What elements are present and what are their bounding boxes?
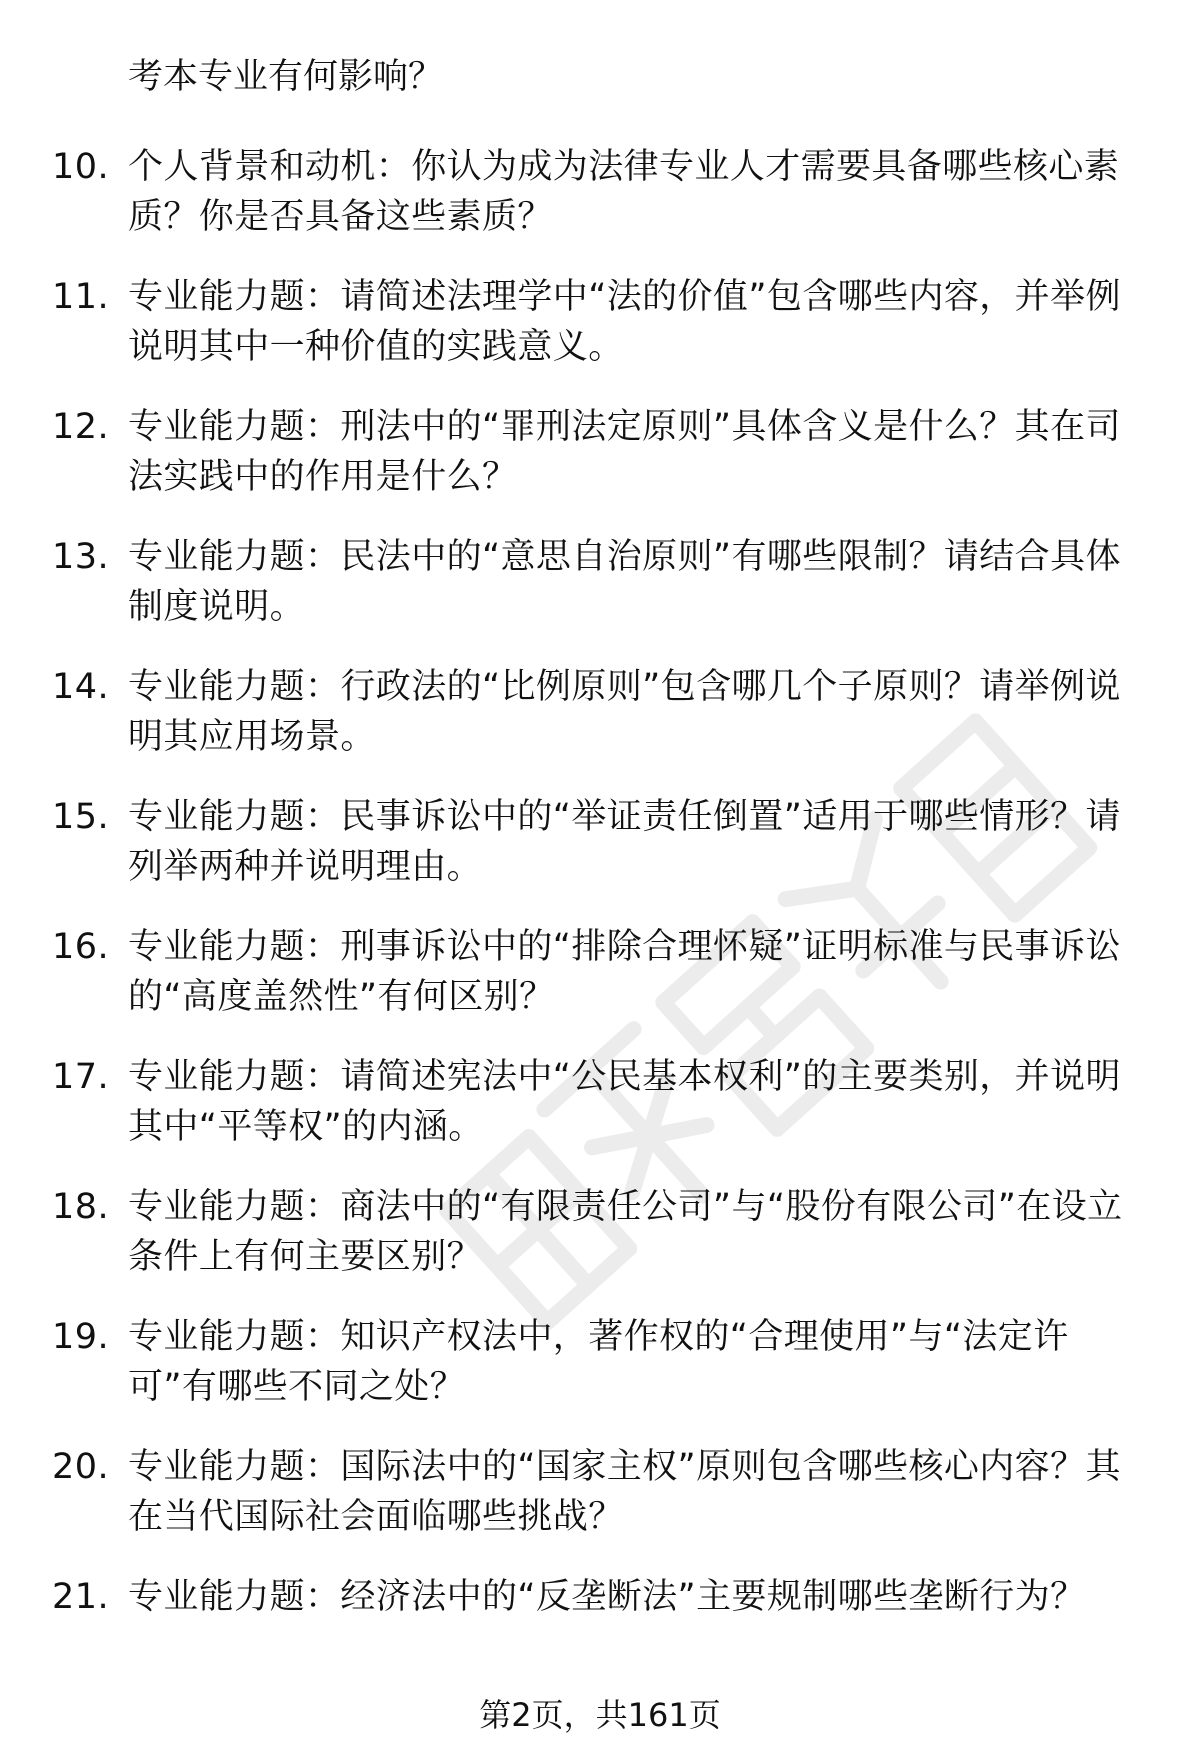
question-text: 专业能力题：商法中的“有限责任公司”与“股份有限公司”在设立条件上有何主要区别？ — [128, 1187, 1123, 1277]
question-item — [0, 1572, 1200, 1702]
question-item — [0, 792, 1200, 922]
question-item — [0, 1312, 1200, 1442]
question-item — [0, 662, 1200, 792]
question-text: 专业能力题：刑事诉讼中的“排除合理怀疑”证明标准与民事诉讼的“高度盖然性”有何区别？ — [128, 927, 1121, 1017]
question-number: 17. — [52, 1057, 110, 1097]
question-number: 13. — [52, 537, 110, 577]
question-text: 个人背景和动机：你认为成为法律专业人才需要具备哪些核心素质？你是否具备这些素质？ — [128, 147, 1120, 237]
question-item — [0, 272, 1200, 402]
question-text: 专业能力题：刑法中的“罪刑法定原则”具体含义是什么？其在司法实践中的作用是什么？ — [128, 407, 1121, 497]
question-text: 专业能力题：国际法中的“国家主权”原则包含哪些核心内容？其在当代国际社会面临哪些挑战？ — [128, 1447, 1121, 1537]
question-item — [0, 142, 1200, 272]
question-number: 18. — [52, 1187, 110, 1227]
page-footer: 第2页，共161页 — [479, 1696, 721, 1734]
question-item — [0, 1442, 1200, 1572]
question-number: 10. — [52, 147, 110, 187]
question-text: 专业能力题：经济法中的“反垄断法”主要规制哪些垄断行为？ — [128, 1577, 1086, 1617]
question-item — [0, 1182, 1200, 1312]
question-number: 20. — [52, 1447, 110, 1487]
question-text: 专业能力题：请简述宪法中“公民基本权利”的主要类别，并说明其中“平等权”的内涵。 — [128, 1057, 1121, 1147]
question-list — [0, 142, 1200, 1702]
continuation-text: 考本专业有何影响？ — [128, 57, 444, 97]
question-text: 专业能力题：民法中的“意思自治原则”有哪些限制？请结合具体制度说明。 — [128, 537, 1121, 627]
question-item — [0, 1052, 1200, 1182]
question-number: 19. — [52, 1317, 110, 1357]
question-item — [0, 532, 1200, 662]
question-text: 专业能力题：知识产权法中，著作权的“合理使用”与“法定许可”有哪些不同之处？ — [128, 1317, 1069, 1407]
question-number: 12. — [52, 407, 110, 447]
question-text: 专业能力题：行政法的“比例原则”包含哪几个子原则？请举例说明其应用场景。 — [128, 667, 1121, 757]
question-item — [0, 922, 1200, 1052]
question-text: 专业能力题：请简述法理学中“法的价值”包含哪些内容，并举例说明其中一种价值的实践意义。 — [128, 277, 1121, 367]
question-number: 14. — [52, 667, 110, 707]
question-number: 11. — [52, 277, 110, 317]
question-number: 15. — [52, 797, 110, 837]
question-number: 16. — [52, 927, 110, 967]
question-text: 专业能力题：民事诉讼中的“举证责任倒置”适用于哪些情形？请列举两种并说明理由。 — [128, 797, 1121, 887]
question-item — [0, 402, 1200, 532]
question-number: 21. — [52, 1577, 110, 1617]
